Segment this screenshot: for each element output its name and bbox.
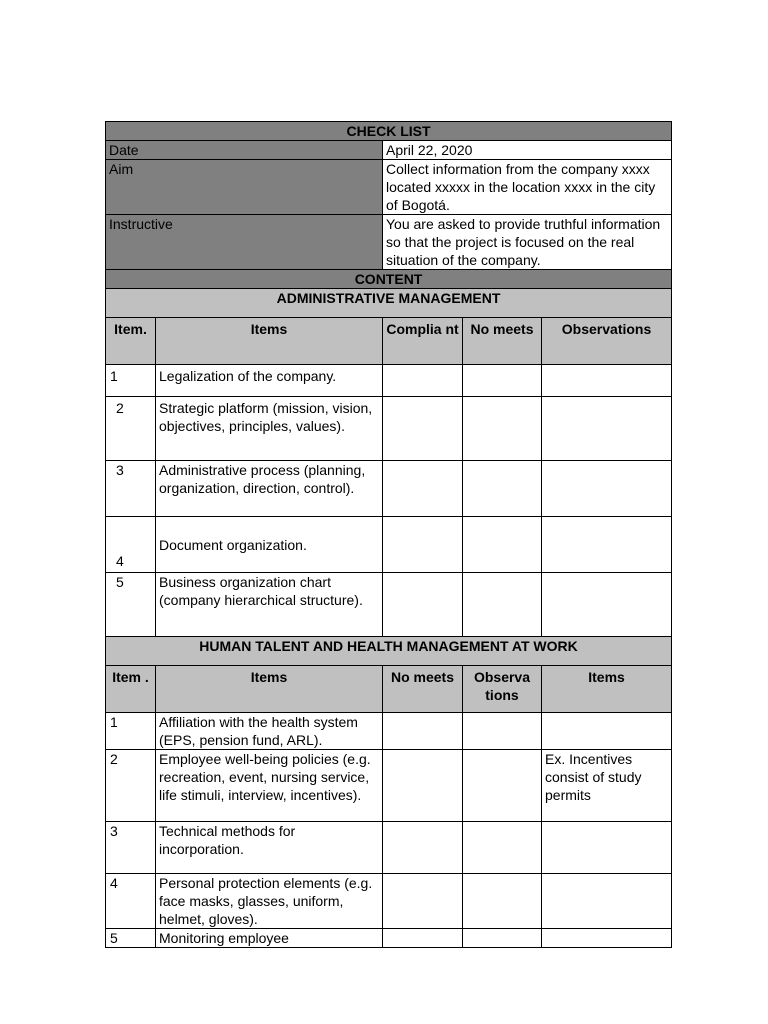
observations-cell[interactable] xyxy=(542,365,672,397)
observations-cell[interactable] xyxy=(542,461,672,517)
observations-cell[interactable] xyxy=(463,929,542,948)
observations-cell[interactable] xyxy=(542,397,672,461)
observations-cell[interactable] xyxy=(463,750,542,822)
items-cell[interactable] xyxy=(542,713,672,750)
section-title-administrative: ADMINISTRATIVE MANAGEMENT xyxy=(106,289,672,318)
item-number: 4 xyxy=(106,874,156,929)
column-header: Complia nt xyxy=(383,318,463,365)
item-text: Document organization. xyxy=(156,517,383,573)
no-meets-cell[interactable] xyxy=(463,397,542,461)
observations-cell[interactable] xyxy=(542,573,672,637)
item-text: Business organization chart (company hierarchical structure). xyxy=(156,573,383,637)
table-row xyxy=(106,713,672,750)
item-number: 2 xyxy=(106,397,156,461)
compliant-cell[interactable] xyxy=(383,365,463,397)
item-number: 5 xyxy=(106,573,156,637)
observations-cell[interactable] xyxy=(463,822,542,874)
item-text: Personal protection elements (e.g. face masks, glasses, uniform, helmet, gloves). xyxy=(156,874,383,929)
no-meets-cell[interactable] xyxy=(463,517,542,573)
observations-cell[interactable] xyxy=(463,713,542,750)
item-text: Employee well-being policies (e.g. recreation, event, nursing service, life stimuli, interview, incentives). xyxy=(156,750,383,822)
table-row xyxy=(106,517,672,573)
items-cell[interactable] xyxy=(542,822,672,874)
item-text: Administrative process (planning, organization, direction, control). xyxy=(156,461,383,517)
table-row xyxy=(106,573,672,637)
instructive-value: You are asked to provide truthful information so that the project is focused on the real situation of the company. xyxy=(383,215,672,270)
no-meets-cell[interactable] xyxy=(383,713,463,750)
items-cell[interactable] xyxy=(542,874,672,929)
compliant-cell[interactable] xyxy=(383,397,463,461)
item-text: Affiliation with the health system (EPS, pension fund, ARL). xyxy=(156,713,383,750)
compliant-cell[interactable] xyxy=(383,517,463,573)
instructive-label: Instructive xyxy=(106,215,383,270)
items-cell[interactable] xyxy=(542,929,672,948)
compliant-cell[interactable] xyxy=(383,573,463,637)
items-cell[interactable]: Ex. Incentives consist of study permits xyxy=(542,750,672,822)
item-text: Legalization of the company. xyxy=(156,365,383,397)
no-meets-cell[interactable] xyxy=(463,365,542,397)
item-number: 4 xyxy=(106,517,156,573)
column-header: No meets xyxy=(383,666,463,713)
no-meets-cell[interactable] xyxy=(383,929,463,948)
column-header: No meets xyxy=(463,318,542,365)
table-row xyxy=(106,750,672,822)
observations-cell[interactable] xyxy=(463,874,542,929)
column-header: Items xyxy=(156,666,383,713)
item-number: 2 xyxy=(106,750,156,822)
table-row xyxy=(106,397,672,461)
item-text: Strategic platform (mission, vision, objectives, principles, values). xyxy=(156,397,383,461)
compliant-cell[interactable] xyxy=(383,461,463,517)
column-header: Items xyxy=(156,318,383,365)
item-number: 5 xyxy=(106,929,156,948)
column-header: Observa tions xyxy=(463,666,542,713)
table-row xyxy=(106,929,672,948)
column-header: Item. xyxy=(106,318,156,365)
table-row xyxy=(106,822,672,874)
column-header: Items xyxy=(542,666,672,713)
item-text: Monitoring employee xyxy=(156,929,383,948)
table-row xyxy=(106,461,672,517)
no-meets-cell[interactable] xyxy=(463,573,542,637)
no-meets-cell[interactable] xyxy=(383,822,463,874)
item-number: 3 xyxy=(106,822,156,874)
no-meets-cell[interactable] xyxy=(383,874,463,929)
no-meets-cell[interactable] xyxy=(383,750,463,822)
column-header: Item . xyxy=(106,666,156,713)
item-number: 1 xyxy=(106,365,156,397)
table-row xyxy=(106,365,672,397)
item-text: Technical methods for incorporation. xyxy=(156,822,383,874)
aim-label: Aim xyxy=(106,160,383,215)
aim-value: Collect information from the company xxxx located xxxxx in the location xxxx in the city of Bogotá. xyxy=(383,160,672,215)
observations-cell[interactable] xyxy=(542,517,672,573)
date-value: April 22, 2020 xyxy=(383,141,672,160)
date-label: Date xyxy=(106,141,383,160)
column-header: Observations xyxy=(542,318,672,365)
table-row xyxy=(106,874,672,929)
item-number: 3 xyxy=(106,461,156,517)
no-meets-cell[interactable] xyxy=(463,461,542,517)
checklist-table xyxy=(105,121,672,948)
content-heading: CONTENT xyxy=(106,270,672,289)
item-number: 1 xyxy=(106,713,156,750)
section-title-human-talent: HUMAN TALENT AND HEALTH MANAGEMENT AT WORK xyxy=(106,637,672,666)
checklist-title: CHECK LIST xyxy=(106,122,672,141)
